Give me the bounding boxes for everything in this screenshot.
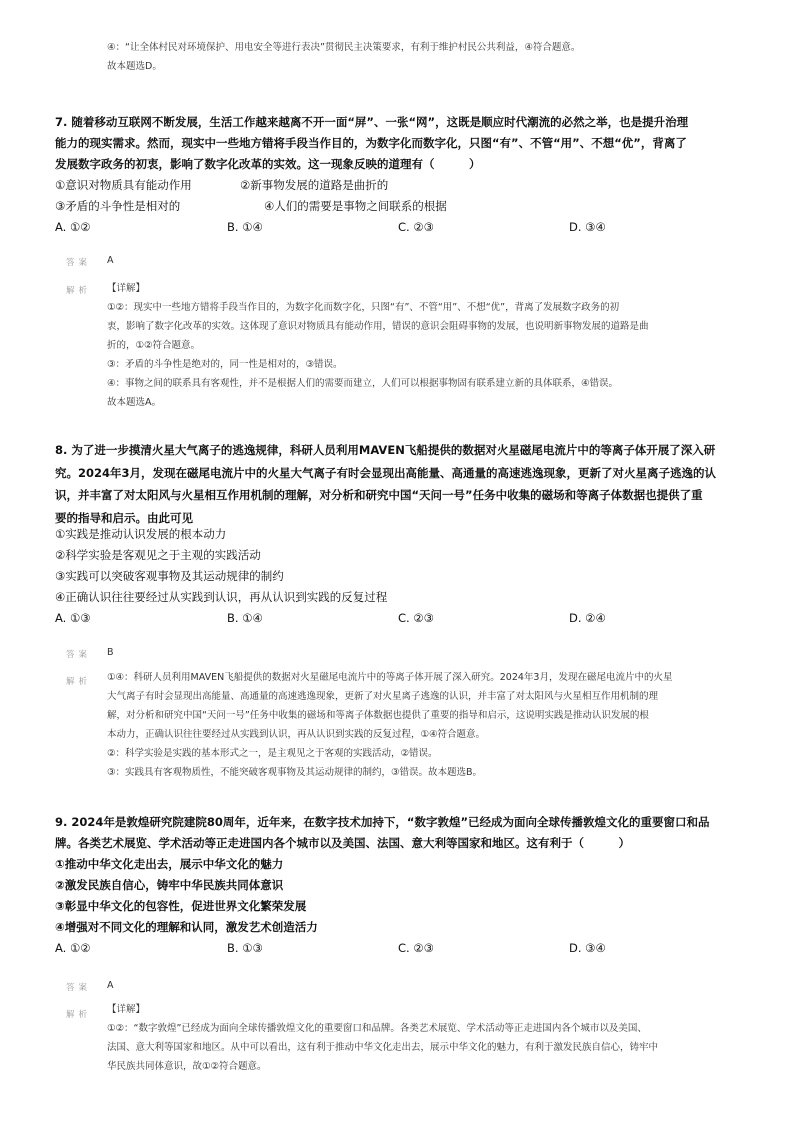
explanation-line: 【详解】	[107, 283, 146, 294]
question-stem-line: 能力的现实需求。然而，现实中一些地方错将手段当作目的，为数字化而数字化，只图“有”、不管“用”、不想“优”，背离了	[55, 136, 687, 150]
explanation-line: ③：矛盾的斗争性是绝对的，同一性是相对的，③错误。	[107, 359, 343, 370]
choice-a: A. ①③	[55, 611, 91, 625]
prev-explanation	[107, 38, 580, 76]
analysis-label: 解析	[66, 677, 92, 687]
question-stem-line: 7. 随着移动互联网不断发展，生活工作越来越离不开一面“屏”、一张“网”，这既是顺应时代潮流的必然之举，也是提升治理	[55, 115, 689, 129]
explanation-line: 【详解】	[107, 1004, 146, 1015]
option-item: ②激发民族自信心，铸牢中华民族共同体意识	[55, 878, 284, 892]
explanation-line: 本动力，正确认识往往要经过从实践到认识，再从认识到实践的反复过程，①④符合题意。	[107, 729, 486, 740]
question-stem-line: 要的指导和启示。由此可见	[55, 510, 193, 525]
explanation-line: 华民族共同体意识，故①②符合题意。	[107, 1061, 267, 1072]
question-9	[55, 812, 710, 854]
choice-a: A. ①②	[55, 941, 91, 955]
question-8-options	[55, 524, 387, 608]
explanation-line: 大气离子有时会显现出高能量、高通量的高速逃逸现象，更新了对火星离子逃逸的认识，并丰富了对太阳风与火星相互作用机制的理	[107, 691, 659, 702]
option-item: ④正确认识往往要经过从实践到认识，再从认识到实践的反复过程	[55, 590, 388, 604]
answer-value: B	[107, 647, 114, 658]
explanation-line: 衷，影响了数字化改革的实效。这体现了意识对物质具有能动作用，错误的意识会阻碍事物的发展，也说明新事物发展的道路是曲	[107, 321, 649, 332]
explanation-line: ③：实践具有客观物质性，不能突破客观事物及其运动规律的制约，③错误。故本题选B。	[107, 767, 483, 778]
explanation-7	[107, 279, 649, 412]
option-item: ②新事物发展的道路是曲折的	[240, 178, 389, 192]
explanation-line: ①②：“数字敦煌”已经成为面向全球传播敦煌文化的重要窗口和品牌。各类艺术展览、学术活动等正走进国内各个城市以及美国、	[107, 1023, 647, 1034]
choice-d: D. ③④	[569, 220, 606, 234]
choice-b: B. ①④	[227, 220, 263, 234]
choice-c: C. ②③	[398, 220, 434, 234]
explanation-line: ②：科学实验是实践的基本形式之一，是主观见之于客观的实践活动，②错误。	[107, 748, 438, 759]
question-stem-line: 8. 为了进一步摸清火星大气离子的逃逸规律，科研人员利用MAVEN飞船提供的数据对火星磁尾电流片中的等离子体开展了深入研	[55, 443, 716, 457]
explanation-line: 法国、意大利等国家和地区。从中可以看出，这有利于推动中华文化走出去，展示中华文化的魅力，有利于激发民族自信心，铸牢中	[107, 1042, 659, 1053]
option-item: ③实践可以突破客观事物及其运动规律的制约	[55, 569, 284, 583]
prev-explanation-line: 故本题选D。	[107, 61, 162, 72]
choice-d: D. ②④	[569, 611, 606, 625]
explanation-line: ①②：现实中一些地方错将手段当作目的，为数字化而数字化，只图“有”、不管“用”、不想“优”，背离了发展数字政务的初	[107, 302, 620, 313]
question-stem-line: 9. 2024年是敦煌研究院建院80周年，近年来，在数字技术加持下，“数字敦煌”已经成为面向全球传播敦煌文化的重要窗口和品	[55, 815, 710, 829]
explanation-line: 解，对分析和研究中国“天问一号”任务中收集的磁场和等离子体数据也提供了重要的指导和启示，这说明实践是推动认识发展的根	[107, 710, 649, 721]
answer-value: A	[107, 255, 114, 266]
explanation-line: 折的，①②符合题意。	[107, 340, 201, 351]
prev-explanation-line: ④：“让全体村民对环境保护、用电安全等进行表决”贯彻民主决策要求，有利于维护村民公共利益，④符合题意。	[107, 42, 581, 53]
analysis-label: 解析	[66, 1010, 92, 1020]
explanation-line: ④：事物之间的联系具有客观性，并不是根据人们的需要而建立，人们可以根据事物固有联系建立新的具体联系，④错误。	[107, 378, 619, 389]
answer-label: 答案	[66, 650, 92, 660]
explanation-8	[107, 668, 672, 782]
answer-label: 答案	[66, 983, 92, 993]
question-8	[55, 439, 716, 529]
explanation-9	[107, 1000, 658, 1076]
explanation-line: 故本题选A。	[107, 397, 161, 408]
option-item: ③彰显中华文化的包容性，促进世界文化繁荣发展	[55, 899, 307, 913]
choice-d: D. ③④	[569, 941, 606, 955]
question-stem-line: 发展数字政务的初衷，影响了数字化改革的实效。这一现象反映的道理有（ ）	[55, 157, 481, 171]
option-item: ②科学实验是客观见之于主观的实践活动	[55, 548, 261, 562]
option-item: ①意识对物质具有能动作用	[55, 178, 192, 192]
question-stem-line: 识，并丰富了对太阳风与火星相互作用机制的理解，对分析和研究中国“天问一号”任务中收集的磁场和等离子体数据也提供了重	[55, 488, 703, 502]
option-item: ①推动中华文化走出去，展示中华文化的魅力	[55, 857, 284, 871]
explanation-line: ①④：科研人员利用MAVEN飞船提供的数据对火星磁尾电流片中的等离子体开展了深入研究。2024年3月，发现在磁尾电流片中的火星	[107, 672, 673, 683]
question-9-options	[55, 854, 318, 938]
answer-value: A	[107, 980, 114, 991]
choice-c: C. ②③	[398, 941, 434, 955]
choice-a: A. ①②	[55, 220, 91, 234]
option-item: ④增强对不同文化的理解和认同，激发艺术创造活力	[55, 920, 318, 934]
question-stem-line: 牌。各类艺术展览、学术活动等正走进国内各个城市以及美国、法国、意大利等国家和地区。这有利于（ ）	[55, 836, 630, 850]
option-item: ③矛盾的斗争性是相对的	[55, 199, 181, 213]
choice-b: B. ①④	[227, 611, 263, 625]
question-7	[55, 112, 688, 175]
answer-label: 答案	[66, 258, 92, 268]
option-item: ④人们的需要是事物之间联系的根据	[264, 199, 447, 213]
option-item: ①实践是推动认识发展的根本动力	[55, 527, 227, 541]
choice-b: B. ①③	[227, 941, 263, 955]
choice-c: C. ②③	[398, 611, 434, 625]
analysis-label: 解析	[66, 286, 92, 296]
question-stem-line: 究。2024年3月，发现在磁尾电流片中的火星大气离子有时会显现出高能量、高通量的高速逃逸现象，更新了对火星离子逃逸的认	[55, 465, 717, 480]
